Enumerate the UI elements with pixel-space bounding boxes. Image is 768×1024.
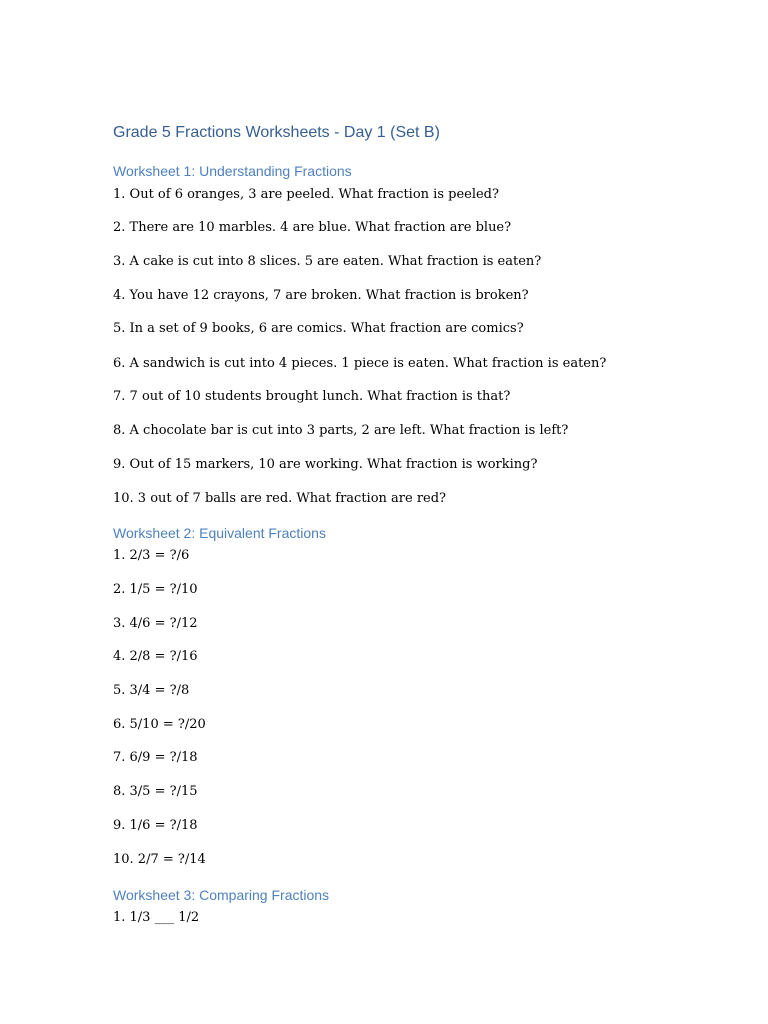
worksheet-2-question: 8. 3/5 = ?/15 [113,784,198,799]
worksheet-2-question: 3. 4/6 = ?/12 [113,616,198,631]
worksheet-1-question: 1. Out of 6 oranges, 3 are peeled. What fraction is peeled? [113,187,499,202]
worksheet-1-question: 3. A cake is cut into 8 slices. 5 are eaten. What fraction is eaten? [113,254,542,269]
worksheet-2-question: 6. 5/10 = ?/20 [113,717,206,732]
worksheet-1-question: 8. A chocolate bar is cut into 3 parts, 2 are left. What fraction is left? [113,423,569,438]
worksheet-1-question: 7. 7 out of 10 students brought lunch. What fraction is that? [113,389,511,404]
worksheet-3-question: 1. 1/3 ___ 1/2 [113,910,200,925]
worksheet-2-question: 4. 2/8 = ?/16 [113,649,198,664]
document-title: Grade 5 Fractions Worksheets - Day 1 (Set B) [113,124,440,141]
worksheet-2-question: 10. 2/7 = ?/14 [113,852,206,867]
worksheet-2-question: 7. 6/9 = ?/18 [113,750,198,765]
worksheet-1-question: 10. 3 out of 7 balls are red. What fraction are red? [113,491,447,506]
worksheet-1-question: 5. In a set of 9 books, 6 are comics. What fraction are comics? [113,321,524,336]
worksheet-1-question: 6. A sandwich is cut into 4 pieces. 1 piece is eaten. What fraction is eaten? [113,356,607,371]
worksheet-2-question: 1. 2/3 = ?/6 [113,548,190,563]
worksheet-2-question: 2. 1/5 = ?/10 [113,582,198,597]
worksheet-2-question: 5. 3/4 = ?/8 [113,683,190,698]
worksheet-1-question: 4. You have 12 crayons, 7 are broken. What fraction is broken? [113,288,529,303]
worksheet-1-question: 9. Out of 15 markers, 10 are working. What fraction is working? [113,457,538,472]
worksheet-3-heading: Worksheet 3: Comparing Fractions [113,887,330,903]
worksheet-1-question: 2. There are 10 marbles. 4 are blue. What fraction are blue? [113,220,512,235]
worksheet-1-heading: Worksheet 1: Understanding Fractions [113,163,352,179]
worksheet-2-question: 9. 1/6 = ?/18 [113,818,198,833]
worksheet-2-heading: Worksheet 2: Equivalent Fractions [113,525,326,541]
